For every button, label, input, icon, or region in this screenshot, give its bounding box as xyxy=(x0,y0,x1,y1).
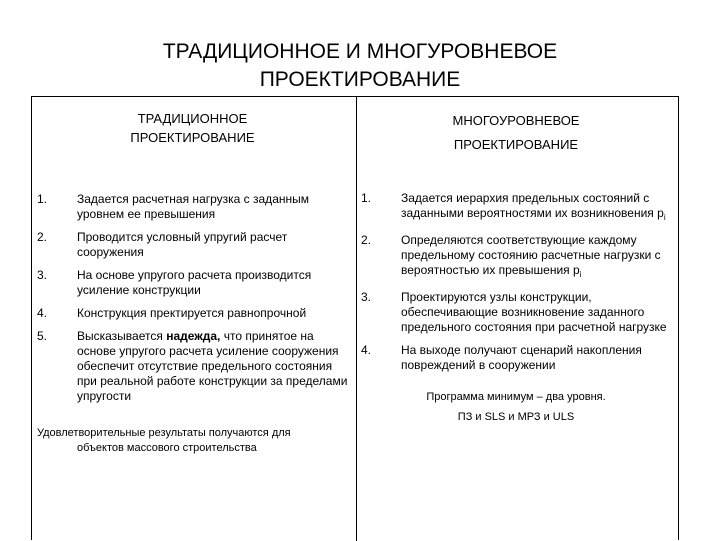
subscript: i xyxy=(579,270,582,279)
note-line-1: Удовлетворительные результаты получаются для xyxy=(37,427,291,439)
item-text-main: Задается иерархия предельных состояний с заданными вероятностями их возникновения p xyxy=(401,191,664,220)
item-number: 5. xyxy=(37,329,48,343)
item-text xyxy=(401,233,671,282)
item-number: 4. xyxy=(37,306,48,320)
list-item xyxy=(37,192,348,222)
item-number: 3. xyxy=(37,268,48,282)
item-text-end: что принятое на основе упругого расчета усиление сооружения обеспечит отсутствие предельного состояния при реальной работе конструкции за пределами упругости xyxy=(77,329,348,403)
comparison-table xyxy=(31,96,679,540)
multilevel-column xyxy=(357,97,679,427)
page-title: ТРАДИЦИОННОЕ И МНОГУРОВНЕВОЕ ПРОЕКТИРОВАНИЕ xyxy=(162,40,558,91)
traditional-column xyxy=(32,97,356,456)
item-text: Задается расчетная нагрузка с заданным уровнем ее превышения xyxy=(77,192,309,221)
item-text xyxy=(77,329,348,404)
item-number: 2. xyxy=(37,230,48,244)
list-item xyxy=(361,290,671,335)
list-item xyxy=(361,191,671,225)
list-item xyxy=(37,230,348,260)
multilevel-heading: МНОГОУРОВНЕВОЕ ПРОЕКТИРОВАНИЕ xyxy=(452,113,580,152)
item-text-start: Высказывается xyxy=(77,329,167,343)
note-line-2: объектов массового строительства xyxy=(77,442,257,454)
item-text: Проектируются узлы конструкции, обеспечивающие возникновение заданного предельного состояния при расчетной нагрузке xyxy=(401,290,667,334)
traditional-list xyxy=(37,192,348,404)
multilevel-note: Программа минимум – два уровня. ПЗ и SLS и МРЗ и ULS xyxy=(426,391,606,423)
multilevel-list xyxy=(361,191,671,373)
traditional-note xyxy=(37,426,348,456)
traditional-heading: ТРАДИЦИОННОЕ ПРОЕКТИРОВАНИЕ xyxy=(130,111,255,145)
item-number: 1. xyxy=(361,191,372,205)
list-item xyxy=(37,268,348,298)
item-number: 3. xyxy=(361,290,372,304)
emphasis-text: надежда, xyxy=(166,329,221,343)
item-text: На основе упругого расчета производится усиление конструкции xyxy=(77,268,312,297)
item-text: На выходе получают сценарий накопления повреждений в сооружении xyxy=(401,343,642,372)
list-item xyxy=(361,233,671,282)
list-item xyxy=(37,306,348,321)
list-item xyxy=(361,343,671,373)
item-number: 2. xyxy=(361,233,372,247)
item-number: 1. xyxy=(37,192,48,206)
subscript: i xyxy=(663,213,666,222)
item-text-main: Определяются соответствующие каждому предельному состоянию расчетные нагрузки с вероятностью их превышения p xyxy=(401,233,661,277)
item-text xyxy=(401,191,671,225)
item-text: Конструкция пректируется равнопрочной xyxy=(77,306,307,320)
item-number: 4. xyxy=(361,343,372,357)
item-text: Проводится условный упругий расчет сооружения xyxy=(77,230,288,259)
list-item xyxy=(37,329,348,404)
